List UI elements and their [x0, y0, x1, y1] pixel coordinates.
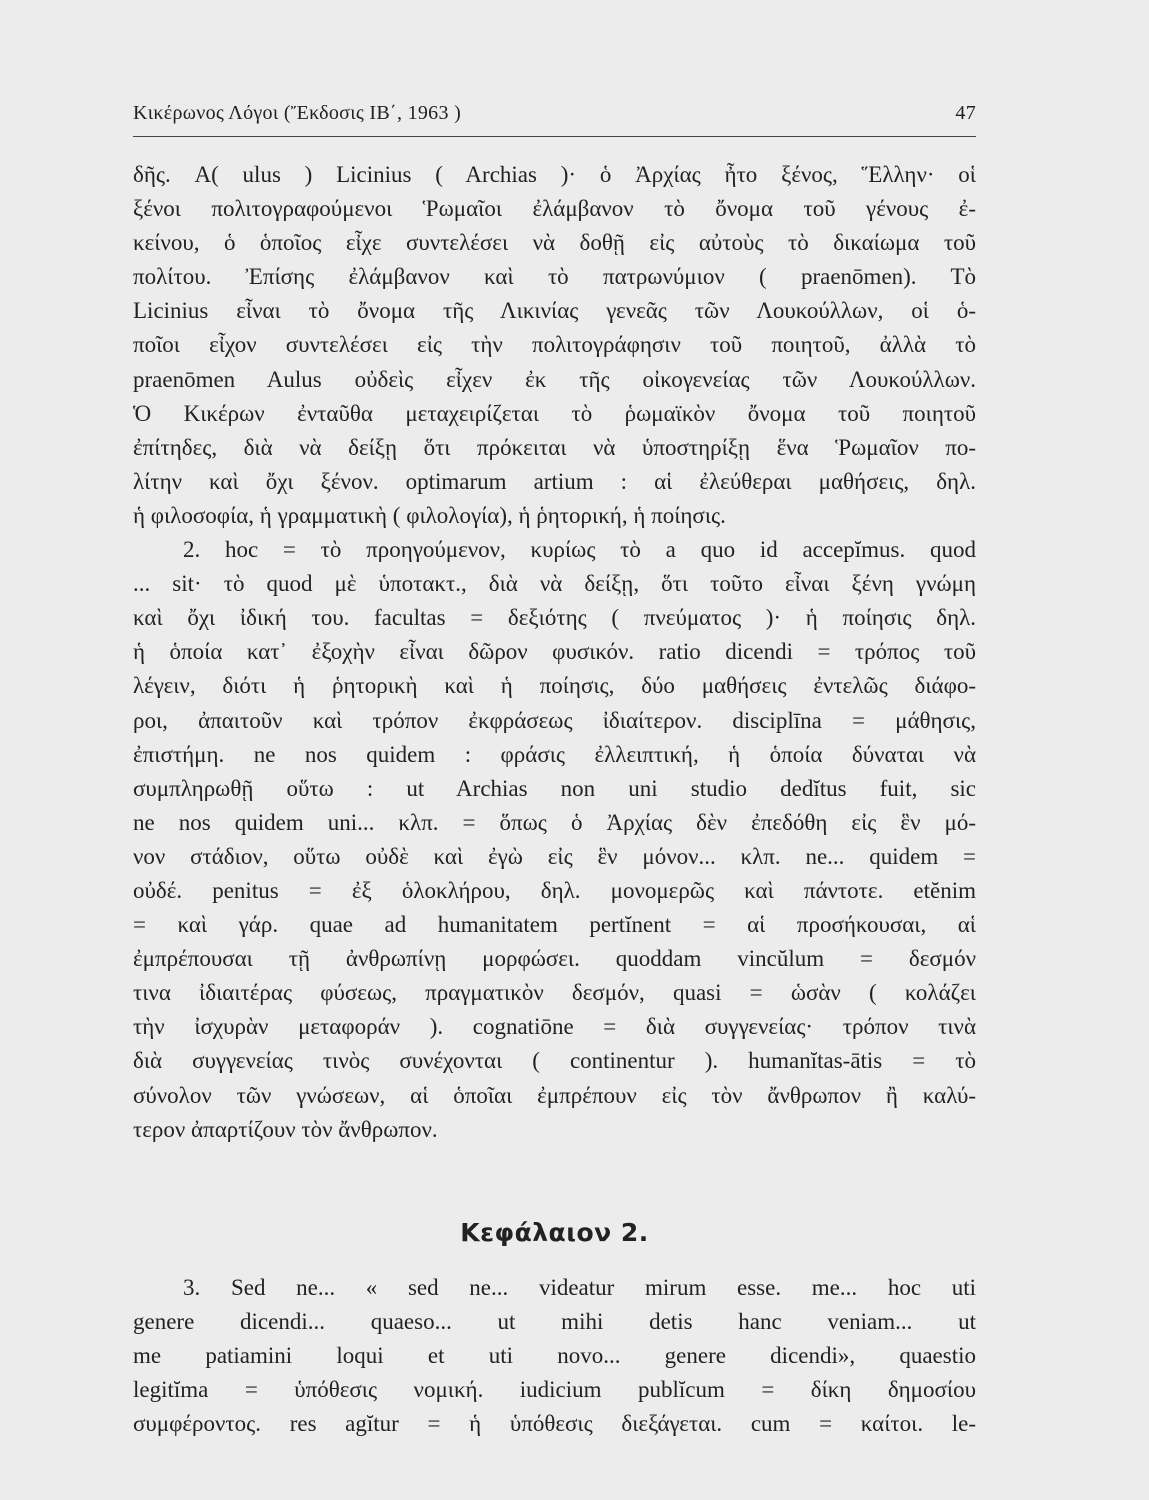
text-line: σύνολον τῶν γνώσεων, αἱ ὁποῖαι ἐμπρέπουν εἰς τὸν ἄνθρωπον ἢ καλύ-	[133, 1082, 976, 1108]
text-line: 2. hoc = τὸ προηγούμενον, κυρίως τὸ a quo id accepĭmus. quod	[183, 537, 976, 563]
header-title: Κικέρωνος Λόγοι (Ἔκδοσις ΙΒ΄, 1963 )	[133, 102, 462, 124]
text-line: ne nos quidem uni... κλπ. = ὅπως ὁ Ἀρχίας δὲν ἐπεδόθη εἰς ἓν μό-	[133, 809, 976, 835]
page-number: 47	[955, 102, 976, 124]
text-line: τερον ἀπαρτίζουν τὸν ἄνθρωπον.	[133, 1116, 438, 1142]
text-line: συμφέροντος. res agĭtur = ἡ ὑπόθεσις διεξάγεται. cum = καίτοι. le-	[133, 1411, 976, 1437]
text-line: ἐπιστήμη. ne nos quidem : φράσις ἐλλειπτική, ἡ ὁποία δύναται νὰ	[133, 741, 976, 767]
chapter-body	[133, 1271, 976, 1441]
text-line: ἡ φιλοσοφία, ἡ γραμματικὴ ( φιλολογία), ἡ ῥητορική, ἡ ποίησις.	[133, 502, 726, 528]
text-line: συμπληρωθῇ οὕτω : ut Archias non uni studio dedĭtus fuit, sic	[133, 775, 976, 801]
text-line: Ὁ Κικέρων ἐνταῦθα μεταχειρίζεται τὸ ῥωμαϊκὸν ὄνομα τοῦ ποιητοῦ	[133, 400, 976, 426]
text-line: 3. Sed ne... « sed ne... videatur mirum esse. me... hoc uti	[183, 1275, 976, 1300]
text-line: ροι, ἀπαιτοῦν καὶ τρόπον ἐκφράσεως ἰδιαίτερον. disciplīna = μάθησις,	[133, 707, 976, 733]
text-line: ... sit· τὸ quod μὲ ὑποτακτ., διὰ νὰ δείξῃ, ὅτι τοῦτο εἶναι ξένη γνώμη	[133, 571, 976, 597]
text-line: praenōmen Aulus οὐδεὶς εἶχεν ἐκ τῆς οἰκογενείας τῶν Λουκούλλων.	[133, 366, 976, 392]
text-line: Licinius εἶναι τὸ ὄνομα τῆς Λικινίας γενεᾶς τῶν Λουκούλλων, οἱ ὁ-	[133, 298, 976, 324]
chapter-heading: Κεφάλαιον 2.	[460, 1218, 649, 1247]
text-line: νον στάδιον, οὕτω οὐδὲ καὶ ἐγὼ εἰς ἓν μόνον... κλπ. ne... quidem =	[133, 843, 976, 869]
text-line: κείνου, ὁ ὁποῖος εἶχε συντελέσει νὰ δοθῇ εἰς αὐτοὺς τὸ δικαίωμα τοῦ	[133, 230, 976, 256]
commentary-body	[133, 158, 976, 1147]
text-line: τινα ἰδιαιτέρας φύσεως, πραγματικὸν δεσμόν, quasi = ὡσὰν ( κολάζει	[133, 980, 976, 1006]
text-line: λίτην καὶ ὄχι ξένον. optimarum artium : αἱ ἐλεύθεραι μαθήσεις, δηλ.	[133, 468, 976, 494]
text-line: ἡ ὁποία κατ᾽ ἐξοχὴν εἶναι δῶρον φυσικόν. ratio dicendi = τρόπος τοῦ	[133, 639, 976, 665]
text-line: διὰ συγγενείας τινὸς συνέχονται ( continentur ). humanĭtas-ātis = τὸ	[133, 1048, 976, 1074]
header-rule	[133, 136, 976, 137]
text-line: λέγειν, διότι ἡ ῥητορικὴ καὶ ἡ ποίησις, δύο μαθήσεις ἐντελῶς διάφο-	[133, 673, 976, 699]
text-line: οὐδέ. penitus = ἐξ ὁλοκλήρου, δηλ. μονομερῶς καὶ πάντοτε. etĕnim	[133, 877, 976, 903]
text-line: τὴν ἰσχυρὰν μεταφοράν ). cognatiōne = διὰ συγγενείας· τρόπον τινὰ	[133, 1014, 976, 1040]
text-line: genere dicendi... quaeso... ut mihi detis hanc veniam... ut	[133, 1309, 976, 1335]
text-line: = καὶ γάρ. quae ad humanitatem pertĭnent = αἱ προσήκουσαι, αἱ	[133, 912, 976, 938]
text-line: δῆς. A( ulus ) Licinius ( Archias )· ὁ Ἀρχίας ἦτο ξένος, Ἕλλην· οἱ	[133, 162, 976, 187]
text-line: ξένοι πολιτογραφούμενοι Ῥωμαῖοι ἐλάμβανον τὸ ὄνομα τοῦ γένους ἐ-	[133, 196, 976, 222]
text-line: legitĭma = ὑπόθεσις νομική. iudicium publĭcum = δίκη δημοσίου	[133, 1377, 976, 1403]
text-line: me patiamini loqui et uti novo... genere dicendi», quaestio	[133, 1343, 976, 1369]
text-line: ἐμπρέπουσαι τῇ ἀνθρωπίνῃ μορφώσει. quoddam vincŭlum = δεσμόν	[133, 946, 976, 972]
text-line: καὶ ὄχι ἰδική του. facultas = δεξιότης ( πνεύματος )· ἡ ποίησις δηλ.	[133, 605, 976, 631]
text-line: ποῖοι εἶχον συντελέσει εἰς τὴν πολιτογράφησιν τοῦ ποιητοῦ, ἀλλὰ τὸ	[133, 332, 976, 358]
running-header	[133, 102, 976, 134]
text-line: πολίτου. Ἐπίσης ἐλάμβανον καὶ τὸ πατρωνύμιον ( praenōmen). Τὸ	[133, 264, 976, 290]
text-line: ἐπίτηδες, διὰ νὰ δείξῃ ὅτι πρόκειται νὰ ὑποστηρίξῃ ἕνα Ῥωμαῖον πο-	[133, 434, 976, 460]
